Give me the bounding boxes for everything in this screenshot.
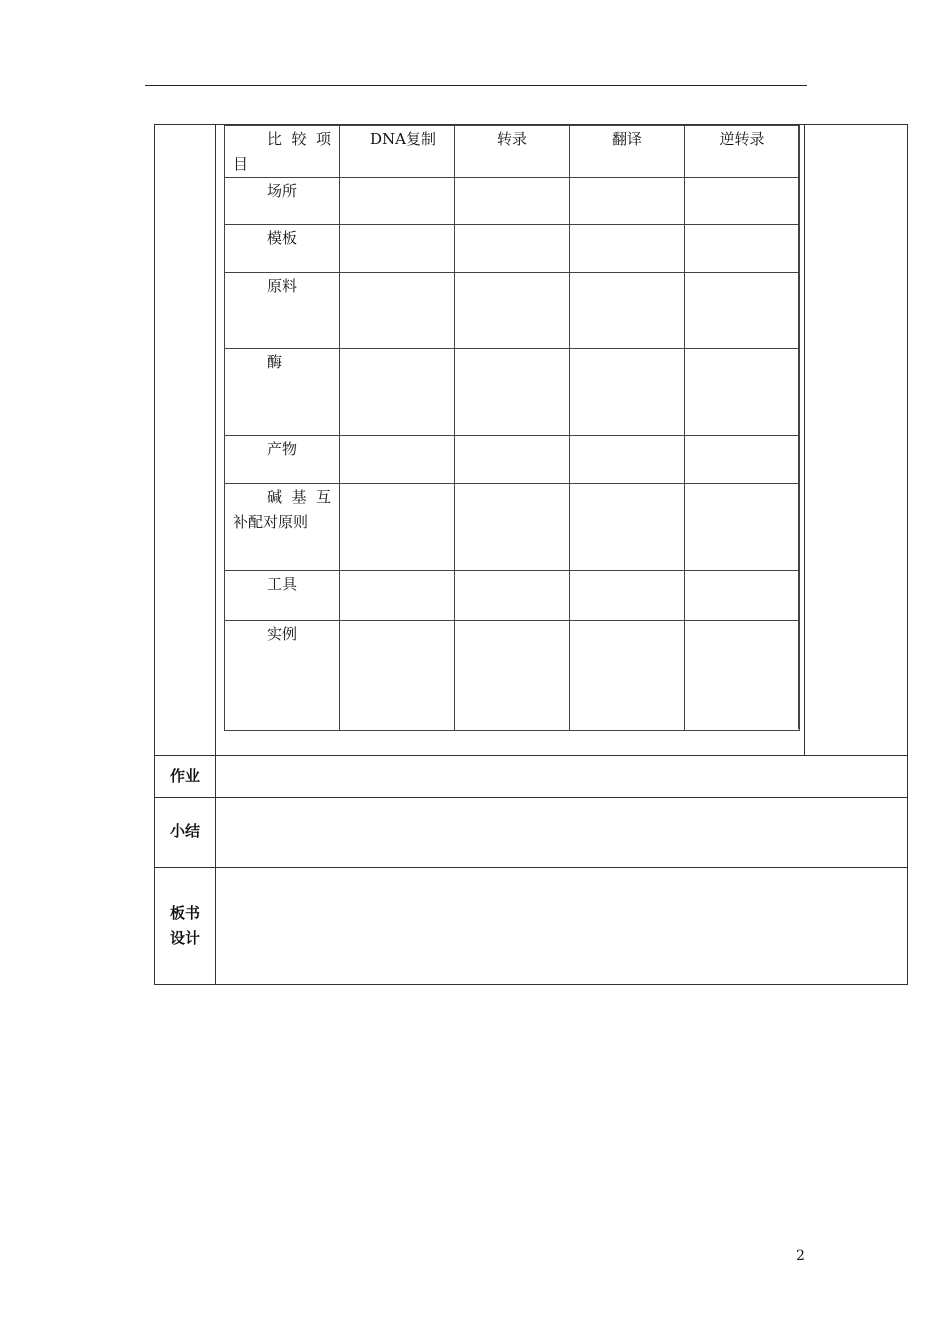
- table-header-row: [225, 126, 800, 178]
- row-label-template: 模板: [225, 225, 340, 273]
- page-number: 2: [796, 1248, 805, 1264]
- column-header-transcription: 转录: [455, 126, 570, 178]
- summary-label: 小结: [169, 822, 200, 840]
- column-header-reverse-transcription: 逆转录: [685, 126, 800, 178]
- table-row: [225, 273, 800, 349]
- row-label-product: 产物: [225, 436, 340, 484]
- row-label-base-pairing: 碱 基 互 补配对原则: [225, 484, 340, 571]
- comparison-table: [224, 125, 800, 731]
- table-row: [225, 225, 800, 273]
- section-divider-summary: [154, 797, 908, 798]
- table-row: [225, 571, 800, 621]
- section-divider-board: [154, 867, 908, 868]
- section-divider-homework: [154, 755, 908, 756]
- row-label-tool: 工具: [225, 571, 340, 621]
- row-label-location: 场所: [225, 178, 340, 225]
- label-column-divider: [215, 124, 216, 985]
- board-design-label: 板书 设计: [169, 904, 200, 947]
- row-label-example: 实例: [225, 621, 340, 731]
- column-header-dna-replication: DNA复制: [340, 126, 455, 178]
- column-header-translation: 翻译: [570, 126, 685, 178]
- header-rule: [145, 85, 807, 86]
- table-row: [225, 178, 800, 225]
- content-right-border: [804, 124, 805, 756]
- table-row: [225, 484, 800, 571]
- table-double-edge: [798, 125, 799, 729]
- item-header-cell: 比 较 项 目: [225, 126, 340, 178]
- row-label-raw-material: 原料: [225, 273, 340, 349]
- table-row: [225, 436, 800, 484]
- table-row: [225, 349, 800, 436]
- table-row: [225, 621, 800, 731]
- homework-label: 作业: [169, 767, 200, 785]
- row-label-enzyme: 酶: [225, 349, 340, 436]
